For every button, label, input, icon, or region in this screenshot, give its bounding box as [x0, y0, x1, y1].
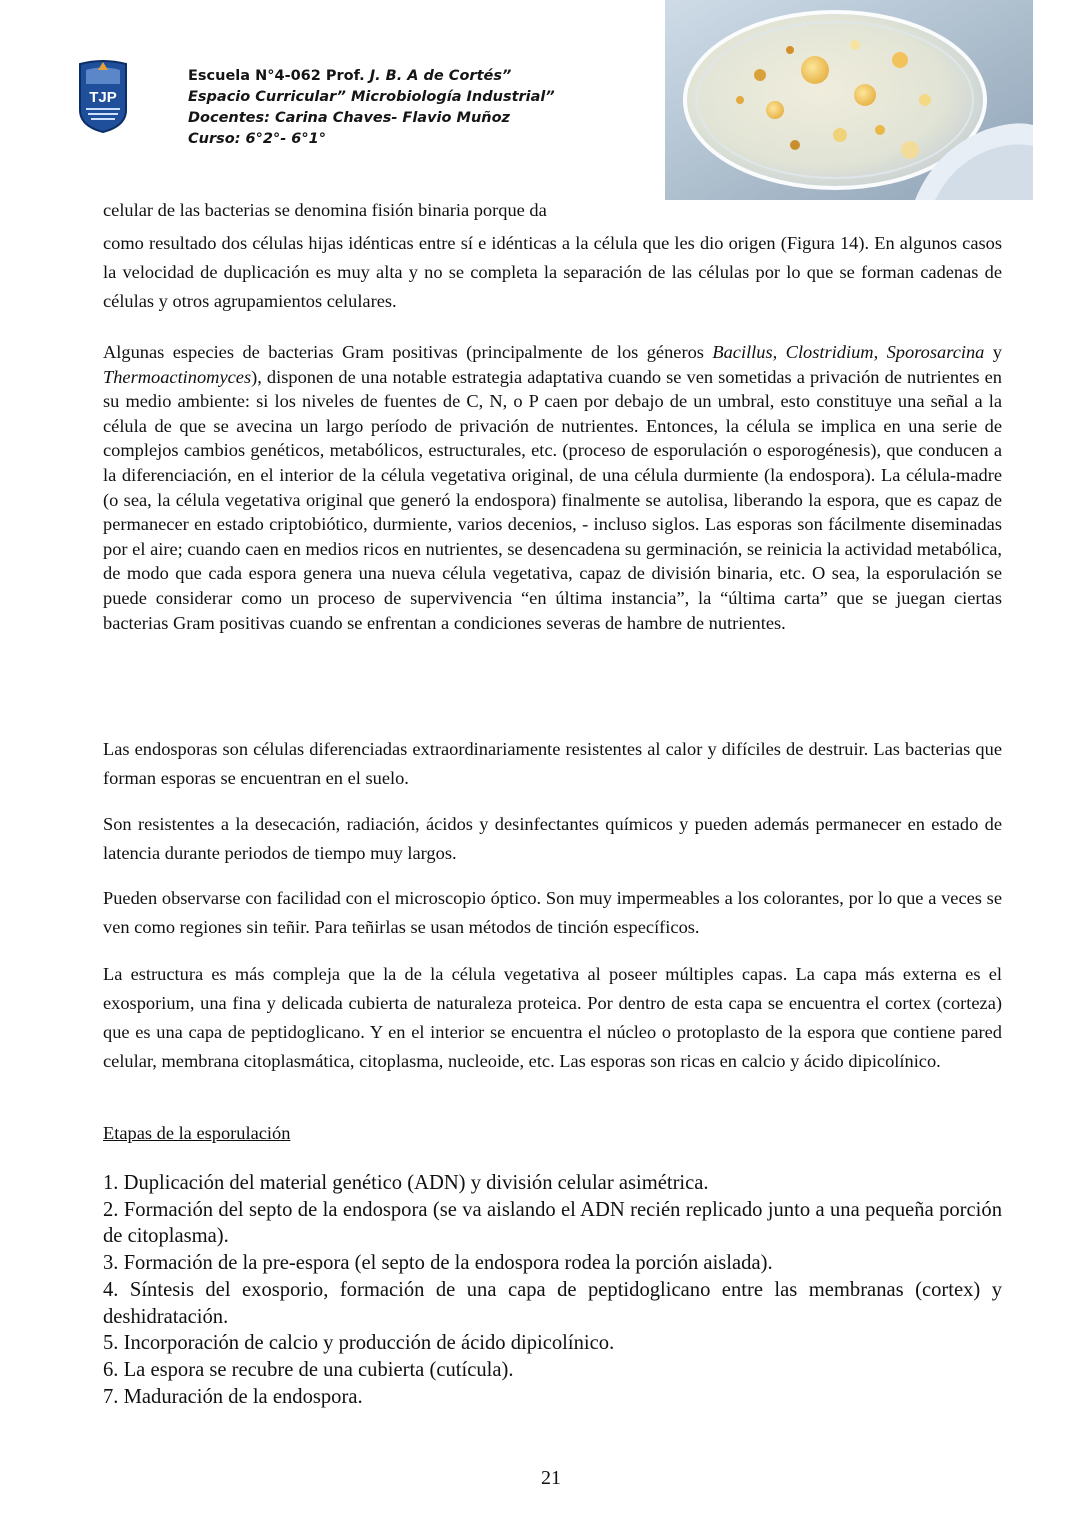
paragraph-2-intro: Algunas especies de bacterias Gram positivas (principalmente de los géneros [103, 342, 713, 362]
paragraph-1: como resultado dos células hijas idénticas entre sí e idénticas a la célula que les dio origen (Figura 14). En algunos casos la velocidad de duplicación es muy alta y no se completa la separación de las células por lo que se forman cadenas de células y otros agrupamientos celulares. [103, 233, 1002, 311]
page-number: 21 [541, 1467, 561, 1489]
school-name: J. B. A de Cortés” [369, 68, 512, 84]
petri-dish-photo [665, 0, 1033, 200]
paragraph-2-body: ), disponen de una notable estrategia adaptativa cuando se ven sometidas a privación de nutrientes en su medio ambiente: si los niveles de fuentes de C, N, o P caen por debajo de un umbral, esto constituye una señal a la célula de que se avecina un largo período de privación de nutrientes. Entonces, la célula se implica en una serie de complejos cambios genéticos, metabólicos, estructurales, etc. (proceso de esporulación o esporogénesis), que conducen a la diferenciación, en el interior de la célula vegetativa original, de una célula durmiente (la endospora). La célula-madre (o sea, la célula vegetativa original que generó la endospora) finalmente se autolisa, liberando la espora, que es capaz de permanecer en estado criptobiótico, durmiente, varios decenios, - incluso siglos. Las esporas son fácilmente diseminadas por el aire; cuando caen en medios ricos en nutrientes, se desencadena su germinación, se reinicia la actividad metabólica, de modo que cada espora genera una nueva célula vegetativa, capaz de división binaria, etc. O sea, la esporulación se puede considerar como un proceso de supervivencia “en última instancia”, la “última carta” que se juegan ciertas bacterias Gram positivas cuando se enfrentan a condiciones severas de hambre de nutrientes. [103, 366, 1002, 633]
document-header [188, 66, 555, 150]
list-item: 4. Síntesis del exosporio, formación de una capa de peptidoglicano entre las membranas (cortex) y deshidratación. [103, 1278, 1002, 1328]
list-item: 7. Maduración de la endospora. [103, 1385, 363, 1408]
paragraph-6: La estructura es más compleja que la de la célula vegetativa al poseer múltiples capas. La capa más externa es el exosporium, una fina y delicada cubierta de naturaleza proteica. Por dentro de esta capa se encuentra el cortex (corteza) que es una capa de peptidoglicano. Y en el interior se encuentra el núcleo o protoplasto de la espora que contiene pared celular, membrana citoplasmática, citoplasma, nucleoide, etc. Las esporas son ricas en calcio y ácido dipicolínico. [103, 964, 1002, 1071]
school-logo [76, 58, 130, 134]
conjunction: y [984, 342, 1002, 362]
paragraph-5: Pueden observarse con facilidad con el microscopio óptico. Son muy impermeables a los colorantes, por lo que a veces se ven como regiones sin teñir. Para teñirlas se usan métodos de tinción específicos. [103, 888, 1002, 937]
list-item: 3. Formación de la pre-espora (el septo de la endospora rodea la porción aislada). [103, 1252, 773, 1275]
genus-list: Bacillus, Clostridium, Sporosarcina [712, 342, 985, 362]
list-item: 6. La espora se recubre de una cubierta (cutícula). [103, 1358, 514, 1381]
paragraph-4: Son resistentes a la desecación, radiación, ácidos y desinfectantes químicos y pueden además permanecer en estado de latencia durante periodos de tiempo muy largos. [103, 814, 1002, 863]
school-line [188, 66, 555, 87]
course-line: Curso: 6°2°- 6°1° [188, 131, 326, 147]
subject-line: Espacio Curricular” Microbiología Industrial” [188, 89, 555, 105]
genus-thermoactinomyces: Thermoactinomyces [103, 366, 252, 387]
list-item: 5. Incorporación de calcio y producción de ácido dipicolínico. [103, 1332, 615, 1355]
paragraph-3: Las endosporas son células diferenciadas extraordinariamente resistentes al calor y difíciles de destruir. Las bacterias que forman esporas se encuentran en el suelo. [103, 739, 1002, 788]
list-item: 2. Formación del septo de la endospora (se va aislando el ADN recién replicado junto a una pequeña porción de citoplasma). [103, 1198, 1002, 1248]
sporulation-steps-list [103, 1170, 1002, 1410]
school-prefix: Escuela N°4-062 Prof. [188, 68, 370, 84]
teachers-line: Docentes: Carina Chaves- Flavio Muñoz [188, 110, 510, 126]
logo-text: TJP [89, 89, 117, 106]
section-heading: Etapas de la esporulación [103, 1123, 291, 1143]
paragraph-2 [103, 340, 1002, 635]
paragraph-1-first-line: celular de las bacterias se denomina fisión binaria porque da [103, 200, 547, 220]
list-item: 1. Duplicación del material genético (ADN) y división celular asimétrica. [103, 1172, 709, 1194]
